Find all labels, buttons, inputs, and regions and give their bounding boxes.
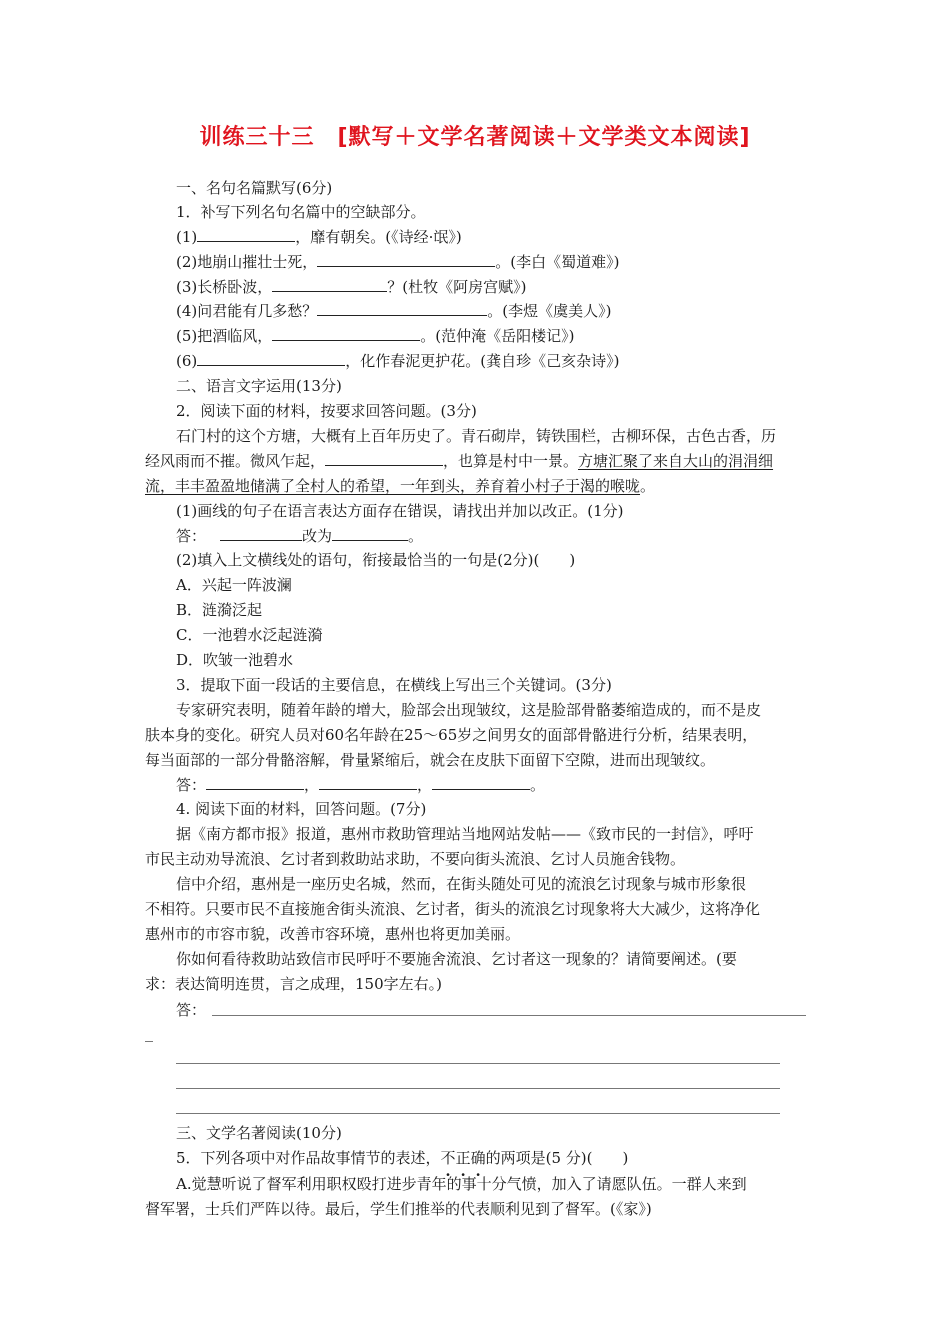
answer-blank[interactable] <box>272 324 420 341</box>
emphasis-char: 正 <box>455 1149 471 1167</box>
answer-blank[interactable] <box>220 524 302 541</box>
answer-blank[interactable] <box>432 773 530 790</box>
answer-blank[interactable] <box>319 773 417 790</box>
passage-line: 你如何看待救助站致信市民呼吁不要施舍流浪、乞讨者这一现象的？请简要阐述。(要 <box>176 950 737 968</box>
answer-rule[interactable] <box>176 1063 780 1064</box>
answer-rule <box>145 1041 153 1042</box>
fill-item-4: (4)问君能有几多愁？ 。(李煜《虞美人》) <box>176 299 611 323</box>
answer-blank[interactable] <box>197 349 345 366</box>
passage-line: 据《南方都市报》报道，惠州市救助管理站当地网站发帖——《致市民的一封信》，呼吁 <box>176 825 754 843</box>
fill-item-1: (1) ，靡有朝矣。(《诗经·氓》) <box>176 225 462 249</box>
underlined-sentence: 流，丰丰盈盈地储满了全村人的希望，一年到头，养育着小村子于渴的喉咙 <box>145 477 641 495</box>
option-c: C．一池碧水泛起涟漪 <box>176 626 323 644</box>
question-2-1-text: (1)画线的句子在语言表达方面存在错误，请找出并加以改正。(1分) <box>176 502 624 520</box>
passage-line: 经风雨而不摧。微风乍起， ，也算是村中一景。方塘汇聚了来自大山的涓涓细 <box>145 449 773 473</box>
option-d: D．吹皱一池碧水 <box>176 651 294 669</box>
answer-blank[interactable] <box>317 250 495 267</box>
fill-item-2: (2)地崩山摧壮士死， 。(李白《蜀道难》) <box>176 250 619 274</box>
option-a-text: 督军署，士兵们严阵以待。最后，学生们推举的代表顺利见到了督军。(《家》) <box>145 1200 652 1218</box>
question-1-text: 1．补写下列名句名篇中的空缺部分。 <box>176 203 426 221</box>
answer-line: 答： ， ， 。 <box>176 773 545 797</box>
passage-line: 求：表达简明连贯，言之成理，150字左右。) <box>145 975 442 993</box>
answer-blank[interactable] <box>206 773 304 790</box>
question-2-2-text: (2)填入上文横线处的语句，衔接最恰当的一句是(2分)( ) <box>176 551 576 569</box>
emphasis-char: 确 <box>470 1149 486 1167</box>
section-3-heading: 三、文学名著阅读(10分) <box>176 1124 342 1142</box>
passage-line: 不相符。只要市民不直接施舍街头流浪、乞讨者，街头的流浪乞讨现象将大大减少，这将净化 <box>145 900 761 918</box>
question-5-text: 5．下列各项中对作品故事情节的表述，不正确的两项是(5 分)( ) <box>176 1149 629 1167</box>
answer-blank[interactable] <box>272 275 387 292</box>
answer-line: 答： 改为 。 <box>176 524 423 548</box>
underlined-sentence: 方塘汇聚了来自大山的涓涓细 <box>578 452 774 470</box>
answer-blank[interactable] <box>332 524 408 541</box>
answer-blank[interactable] <box>317 299 487 316</box>
answer-label: 答： <box>176 1001 207 1019</box>
passage-line: 石门村的这个方塘，大概有上百年历史了。青石砌岸，铸铁围栏，古柳环保，古色古香，历 <box>176 427 777 445</box>
question-2-text: 2．阅读下面的材料，按要求回答问题。(3分) <box>176 402 477 420</box>
question-3-text: 3．提取下面一段话的主要信息，在横线上写出三个关键词。(3分) <box>176 676 612 694</box>
option-a: A．兴起一阵波澜 <box>176 576 292 594</box>
passage-line: 每当面部的一部分骨骼溶解，骨量紧缩后，就会在皮肤下面留下空隙，进而出现皱纹。 <box>145 751 716 769</box>
answer-blank[interactable] <box>197 225 295 242</box>
section-2-heading: 二、语言文字运用(13分) <box>176 377 342 395</box>
passage-line: 流，丰丰盈盈地储满了全村人的希望，一年到头，养育着小村子于渴的喉咙。 <box>145 477 656 495</box>
section-1-heading: 一、名句名篇默写(6分) <box>176 179 333 197</box>
page-title: 训练三十三 [默写＋文学名著阅读＋文学类文本阅读] <box>199 125 751 150</box>
fill-item-6: (6) ，化作春泥更护花。(龚自珍《己亥杂诗》) <box>176 349 619 373</box>
passage-line: 惠州市的市容市貌，改善市容环境，惠州也将更加美丽。 <box>145 925 521 943</box>
passage-line: 肤本身的变化。研究人员对60名年龄在25～65岁之间男女的面部骨骼进行分析，结果表明， <box>145 726 758 744</box>
passage-line: 信中介绍，惠州是一座历史名城，然而，在街头随处可见的流浪乞讨现象与城市形象很 <box>176 875 747 893</box>
answer-rule[interactable] <box>212 1015 806 1016</box>
passage-line: 市民主动劝导流浪、乞讨者到救助站求助，不要向街头流浪、乞讨人员施舍钱物。 <box>145 850 686 868</box>
fill-item-3: (3)长桥卧波， ？(杜牧《阿房宫赋》) <box>176 275 526 299</box>
emphasis-char: 不 <box>440 1149 456 1167</box>
passage-line: 专家研究表明，随着年龄的增大，脸部会出现皱纹，这是脸部骨骼萎缩造成的，而不是皮 <box>176 701 762 719</box>
option-a-text: A.觉慧听说了督军利用职权殴打进步青年的事十分气愤，加入了请愿队伍。一群人来到 <box>176 1175 747 1193</box>
question-4-text: 4. 阅读下面的材料，回答问题。(7分) <box>176 800 427 818</box>
option-b: B．涟漪泛起 <box>176 601 263 619</box>
answer-rule[interactable] <box>176 1088 780 1089</box>
answer-blank[interactable] <box>325 449 443 466</box>
answer-rule[interactable] <box>176 1113 780 1114</box>
fill-item-5: (5)把酒临风， 。(范仲淹《岳阳楼记》) <box>176 324 574 348</box>
